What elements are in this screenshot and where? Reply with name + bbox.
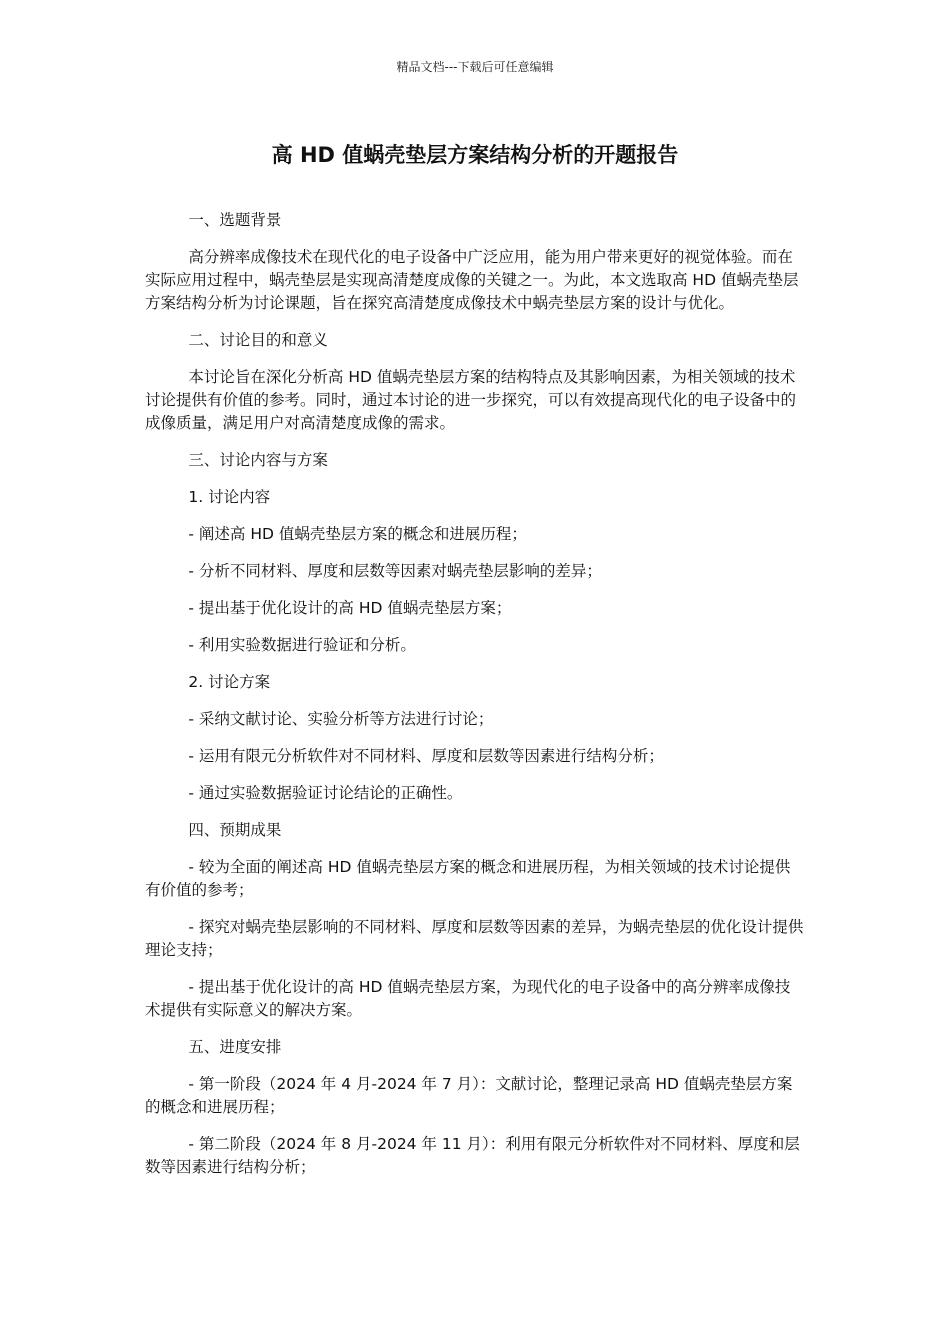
section-heading-purpose: 二、讨论目的和意义 <box>188 331 328 349</box>
list-item: - 采纳文献讨论、实验分析等方法进行讨论； <box>188 710 494 728</box>
list-item: - 运用有限元分析软件对不同材料、厚度和层数等因素进行结构分析； <box>188 747 664 765</box>
subheading-plan: 2. 讨论方案 <box>188 673 271 691</box>
list-item: - 提出基于优化设计的高 HD 值蜗壳垫层方案，为现代化的电子设备中的高分辨率成像技术提供有实际意义的解决方案。 <box>145 978 791 1019</box>
list-item: - 通过实验数据验证讨论结论的正确性。 <box>188 784 463 802</box>
paragraph-purpose: 本讨论旨在深化分析高 HD 值蜗壳垫层方案的结构特点及其影响因素，为相关领域的技术讨论提供有价值的参考。同时，通过本讨论的进一步探究，可以有效提高现代化的电子设备中的成像质量，满足用户对高清楚度成像的需求。 <box>145 368 797 432</box>
list-item: - 探究对蜗壳垫层影响的不同材料、厚度和层数等因素的差异，为蜗壳垫层的优化设计提供理论支持； <box>145 918 804 959</box>
paragraph-background: 高分辨率成像技术在现代化的电子设备中广泛应用，能为用户带来更好的视觉体验。而在实际应用过程中，蜗壳垫层是实现高清楚度成像的关键之一。为此，本文选取高 HD 值蜗壳垫层方案结构分析为讨论课题，旨在探究高清楚度成像技术中蜗壳垫层方案的设计与优化。 <box>145 248 799 312</box>
list-item: - 分析不同材料、厚度和层数等因素对蜗壳垫层影响的差异； <box>188 562 602 580</box>
document-title: 高 HD 值蜗壳垫层方案结构分析的开题报告 <box>271 143 679 167</box>
subheading-content: 1. 讨论内容 <box>188 488 271 506</box>
document-body <box>145 209 805 1193</box>
section-heading-expected-results: 四、预期成果 <box>188 821 282 839</box>
page-header-note: 精品文档---下载后可任意编辑 <box>396 60 554 74</box>
list-item: - 阐述高 HD 值蜗壳垫层方案的概念和进展历程； <box>188 525 527 543</box>
list-item: - 较为全面的阐述高 HD 值蜗壳垫层方案的概念和进展历程，为相关领域的技术讨论提供有价值的参考； <box>145 858 791 899</box>
list-item: - 利用实验数据进行验证和分析。 <box>188 636 416 654</box>
section-heading-background: 一、选题背景 <box>188 211 282 229</box>
section-heading-content-plan: 三、讨论内容与方案 <box>188 451 328 469</box>
section-heading-schedule: 五、进度安排 <box>188 1038 282 1056</box>
list-item: - 第一阶段（2024 年 4 月-2024 年 7 月）：文献讨论，整理记录高 HD 值蜗壳垫层方案的概念和进展历程； <box>145 1075 793 1116</box>
list-item: - 第二阶段（2024 年 8 月-2024 年 11 月）：利用有限元分析软件对不同材料、厚度和层数等因素进行结构分析； <box>145 1135 800 1176</box>
list-item: - 提出基于优化设计的高 HD 值蜗壳垫层方案； <box>188 599 512 617</box>
